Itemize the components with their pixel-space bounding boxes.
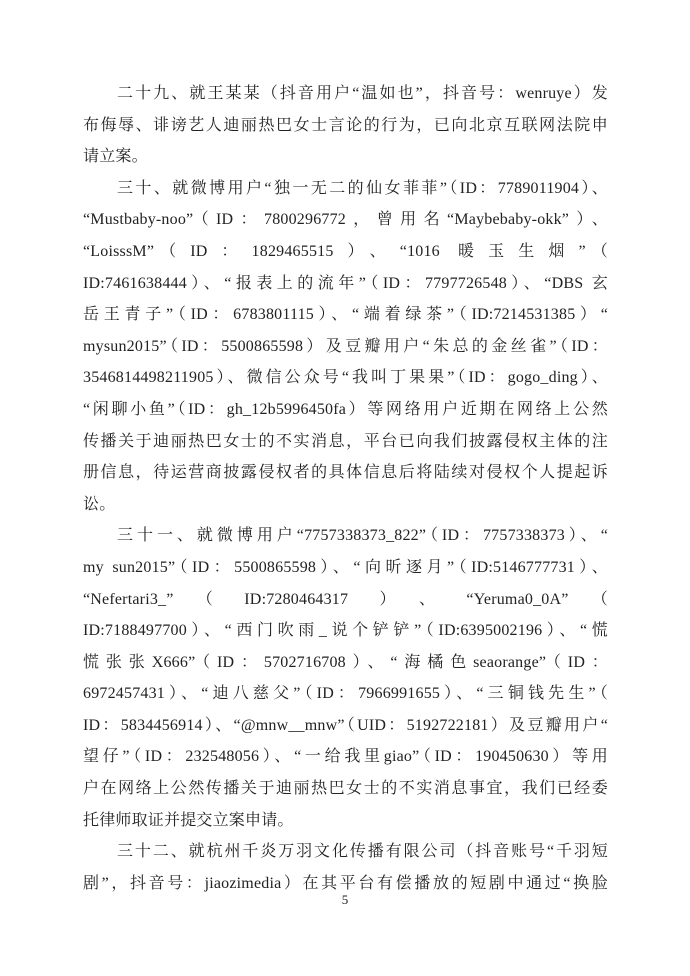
text-line: 讼。 [83,495,116,513]
text-line: 6972457431）、“迪八慈父”（ID：7966991655）、“三铜钱先生”（ [83,685,608,703]
text-line: “Nefertari3_”（ID:7280464317）、“Yeruma0_0A”（ [83,590,608,608]
text-line: ID:7188497700）、“西门吹雨_说个铲铲”（ID:6395002196）、“慌 [83,622,608,640]
text-line: 三十、就微博用户“独一无二的仙女菲菲”（ID：7789011904）、 [117,179,608,197]
text-line: “闲聊小鱼”（ID：gh_12b5996450fa）等网络用户近期在网络上公然 [83,400,608,418]
text-line: 三十二、就杭州千炎万羽文化传播有限公司（抖音账号“千羽短 [117,843,608,861]
text-line: 托律师取证并提交立案申请。 [83,811,294,829]
text-line: 二十九、就王某某（抖音用户“温如也”，抖音号：wenruye）发 [117,85,608,102]
text-line: 岳王青子”（ID：6783801115）、“端着绿茶”（ID:7214531385）“ [83,306,608,324]
text-line: 请立案。 [83,148,148,166]
text-line: 户在网络上公然传播关于迪丽热巴女士的不实消息事宜，我们已经委 [83,780,608,798]
page-number: 5 [341,892,349,907]
text-line: 册信息，待运营商披露侵权者的具体信息后将陆续对侵权个人提起诉 [83,464,608,482]
text-line: ID:7461638444）、“报表上的流年”（ID：7797726548）、“DBS 玄 [83,274,608,292]
text-line: 三十一、就微博用户“7757338373_822”（ID：7757338373）、“ [117,527,608,545]
text-line: mysun2015”（ID：5500865598）及豆瓣用户“朱总的金丝雀”（ID： [83,337,608,355]
text-line: my sun2015”（ID：5500865598）、“向昕逐月”（ID:5146777731）、 [83,558,608,576]
document-body [83,78,608,899]
text-line: 望仔”（ID：232548056）、“一给我里giao”（ID：190450630）等用 [83,748,608,766]
text-line: 慌张张X666”（ID：5702716708）、“海橘色seaorange”（ID： [83,653,608,671]
text-line: 剧”，抖音号：jiaozimedia）在其平台有偿播放的短剧中通过“换脸 [83,874,608,892]
text-line: 传播关于迪丽热巴女士的不实消息，平台已向我们披露侵权主体的注 [83,432,608,450]
text-line: “Mustbaby-noo”（ID：7800296772，曾用名“Maybebaby-okk”）、 [83,211,608,229]
text-line: ID：5834456914）、“@mnw__mnw”（UID：5192722181）及豆瓣用户“ [83,716,608,734]
text-line: 3546814498211905）、微信公众号“我叫丁果果”（ID：gogo_ding）、 [83,369,608,387]
text-line: “LoisssM”（ID：1829465515）、“1016 暖玉生烟”（ [83,242,608,260]
text-line: 布侮辱、诽谤艺人迪丽热巴女士言论的行为，已向北京互联网法院申 [83,116,608,134]
